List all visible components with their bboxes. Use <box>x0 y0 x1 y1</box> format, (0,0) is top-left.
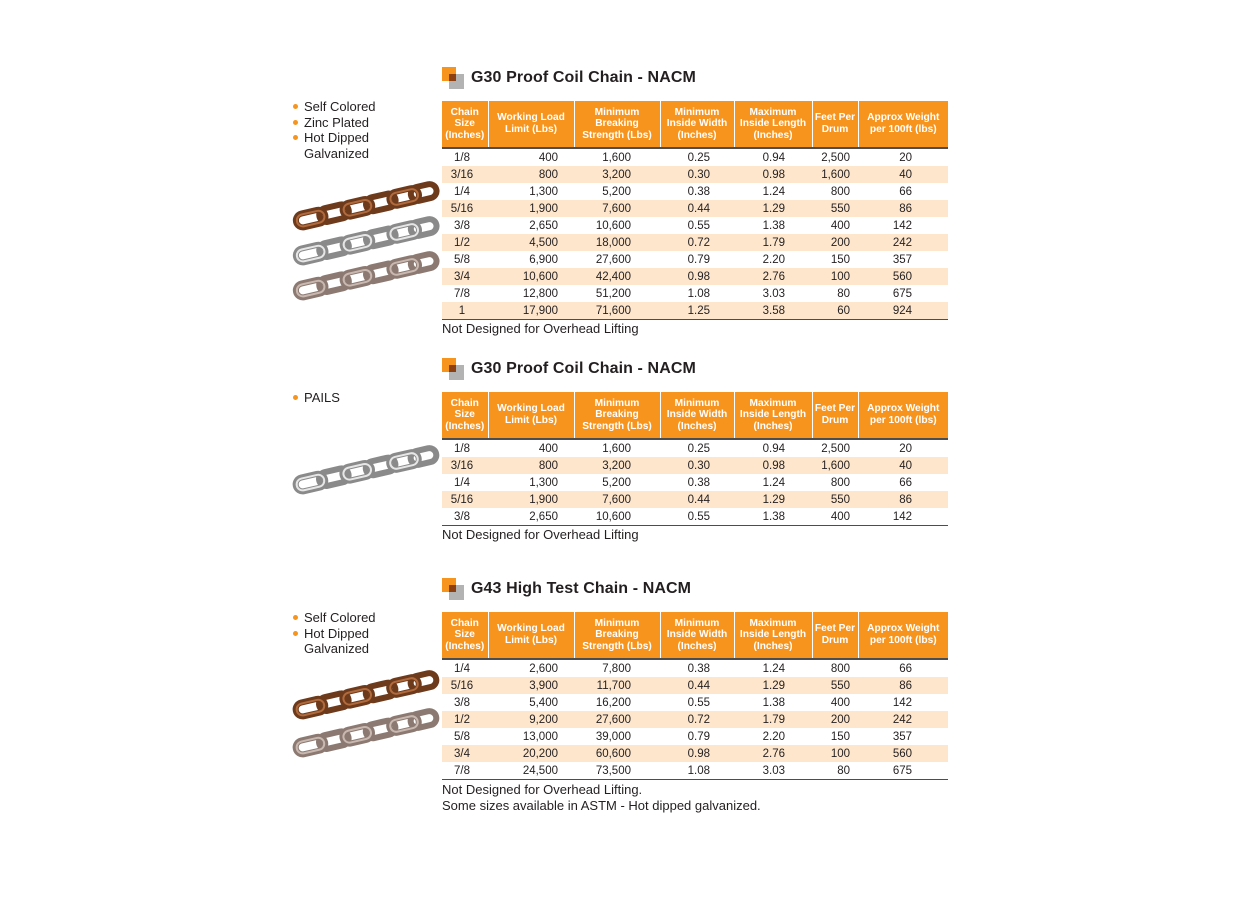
table-cell: 66 <box>899 185 912 198</box>
table-cell: 71,600 <box>574 302 660 320</box>
table-row <box>442 217 948 234</box>
table-row <box>442 659 948 677</box>
note-line: Not Designed for Overhead Lifting <box>442 321 639 336</box>
column-header: Minimum Breaking Strength (Lbs) <box>574 612 660 659</box>
column-header: Chain Size (Inches) <box>442 612 488 659</box>
table-cell: 2,500 <box>821 442 850 455</box>
table-cell: 5/8 <box>454 730 470 743</box>
table-row <box>442 728 948 745</box>
table-body <box>442 148 948 320</box>
table-cell: 5/8 <box>454 253 470 266</box>
table-cell: 1/2 <box>442 234 488 251</box>
table-cell: 17,900 <box>488 302 574 320</box>
finish-option: PAILS <box>292 390 432 406</box>
finish-option: Hot Dipped Galvanized <box>292 626 432 657</box>
table-row <box>442 762 948 780</box>
table-cell: 1.29 <box>734 491 812 508</box>
column-header: Working Load Limit (Lbs) <box>488 612 574 659</box>
column-header: Chain Size (Inches) <box>442 392 488 439</box>
table-cell: 0.38 <box>687 185 710 198</box>
table-row <box>442 491 948 508</box>
finish-options-list <box>292 99 432 161</box>
orange-squares-icon <box>442 578 464 600</box>
table-row <box>442 457 948 474</box>
table-row <box>442 745 948 762</box>
table-cell: 242 <box>858 234 948 251</box>
table-cell: 24,500 <box>488 762 574 780</box>
column-header: Chain Size (Inches) <box>442 101 488 148</box>
table-row <box>442 285 948 302</box>
table-cell: 1,600 <box>812 166 858 183</box>
table-cell: 3.03 <box>734 762 812 780</box>
table-cell: 66 <box>899 662 912 675</box>
column-header: Working Load Limit (Lbs) <box>488 392 574 439</box>
table-cell: 142 <box>892 696 912 709</box>
table-cell: 0.94 <box>762 442 785 455</box>
table-cell: 12,800 <box>522 287 558 300</box>
table-cell: 800 <box>488 457 574 474</box>
table-cell: 5,200 <box>602 185 631 198</box>
table-cell: 1.38 <box>734 508 812 526</box>
table-cell: 1.24 <box>762 476 785 489</box>
table-cell: 0.55 <box>687 219 710 232</box>
table-cell: 3/16 <box>442 166 488 183</box>
table-cell: 10,600 <box>574 508 660 526</box>
column-header: Minimum Breaking Strength (Lbs) <box>574 101 660 148</box>
column-header: Feet Per Drum <box>812 101 858 148</box>
table-cell: 5/16 <box>442 677 488 694</box>
table-cell: 400 <box>830 696 850 709</box>
table-cell: 7,600 <box>574 491 660 508</box>
table-row <box>442 251 948 268</box>
table-cell: 550 <box>812 200 858 217</box>
table-cell: 675 <box>892 287 912 300</box>
table-cell: 1/4 <box>454 476 470 489</box>
table-header-row <box>442 101 948 148</box>
table-cell: 0.72 <box>660 234 734 251</box>
table-cell: 1.08 <box>660 762 734 780</box>
table-row <box>442 234 948 251</box>
table-cell: 1.38 <box>762 696 785 709</box>
table-row <box>442 694 948 711</box>
table-cell: 7,800 <box>602 662 631 675</box>
column-header: Approx Weight per 100ft (lbs) <box>858 392 948 439</box>
table-cell: 2.76 <box>734 268 812 285</box>
table-cell: 550 <box>812 677 858 694</box>
table-row <box>442 268 948 285</box>
section-title: G30 Proof Coil Chain - NACM <box>471 360 696 377</box>
table-cell: 200 <box>812 234 858 251</box>
section-title-row <box>442 66 696 90</box>
table-cell: 400 <box>538 442 558 455</box>
table-cell: 3,200 <box>574 166 660 183</box>
bullet-icon <box>293 631 298 636</box>
column-header: Feet Per Drum <box>812 392 858 439</box>
table-cell: 3,900 <box>488 677 574 694</box>
table-cell: 800 <box>488 166 574 183</box>
table-cell: 20,200 <box>488 745 574 762</box>
table-cell: 10,600 <box>595 219 631 232</box>
table-cell: 0.44 <box>660 677 734 694</box>
table-cell: 357 <box>892 730 912 743</box>
column-header: Maximum Inside Length (Inches) <box>734 101 812 148</box>
table-cell: 16,200 <box>595 696 631 709</box>
note-line: Not Designed for Overhead Lifting <box>442 527 639 542</box>
table-cell: 560 <box>858 268 948 285</box>
table-cell: 27,600 <box>574 711 660 728</box>
table-cell: 0.44 <box>660 200 734 217</box>
table-cell: 20 <box>899 442 912 455</box>
column-header: Minimum Inside Width (Inches) <box>660 392 734 439</box>
table-cell: 51,200 <box>595 287 631 300</box>
table-row <box>442 508 948 526</box>
table-cell: 800 <box>830 662 850 675</box>
table-body <box>442 439 948 526</box>
column-header: Minimum Inside Width (Inches) <box>660 101 734 148</box>
table-cell: 0.98 <box>660 745 734 762</box>
column-header: Maximum Inside Length (Inches) <box>734 392 812 439</box>
table-cell: 86 <box>858 491 948 508</box>
table-cell: 2.76 <box>734 745 812 762</box>
table-cell: 60 <box>812 302 858 320</box>
table-cell: 11,700 <box>574 677 660 694</box>
finish-option: Self Colored <box>292 99 432 115</box>
table-cell: 400 <box>538 151 558 164</box>
table-cell: 1,900 <box>488 491 574 508</box>
table-cell: 1,600 <box>602 151 631 164</box>
table-cell: 1/2 <box>442 711 488 728</box>
orange-squares-icon <box>442 358 464 380</box>
table-cell: 1,600 <box>602 442 631 455</box>
bullet-icon <box>293 615 298 620</box>
table-row <box>442 677 948 694</box>
finish-options-list <box>292 610 432 657</box>
table-cell: 5/16 <box>442 491 488 508</box>
table-cell: 40 <box>858 457 948 474</box>
table-row <box>442 439 948 457</box>
table-cell: 357 <box>892 253 912 266</box>
bullet-icon <box>293 135 298 140</box>
table-cell: 3/8 <box>454 696 470 709</box>
table-cell: 0.98 <box>660 268 734 285</box>
table-row <box>442 200 948 217</box>
table-cell: 1/4 <box>454 662 470 675</box>
table-notes <box>442 782 761 813</box>
table-cell: 2,600 <box>529 662 558 675</box>
finish-option: Hot Dipped Galvanized <box>292 130 432 161</box>
table-cell: 142 <box>892 219 912 232</box>
table-cell: 0.25 <box>687 151 710 164</box>
table-cell: 6,900 <box>529 253 558 266</box>
table-cell: 924 <box>858 302 948 320</box>
table-cell: 0.25 <box>687 442 710 455</box>
section-title-row <box>442 577 691 601</box>
table-cell: 0.98 <box>734 457 812 474</box>
bullet-icon <box>293 120 298 125</box>
spec-table <box>442 392 948 526</box>
table-header-row <box>442 612 948 659</box>
table-cell: 0.79 <box>687 253 710 266</box>
table-cell: 1.08 <box>687 287 710 300</box>
table-cell: 2,650 <box>529 219 558 232</box>
table-cell: 3/8 <box>442 508 488 526</box>
table-cell: 3/4 <box>442 745 488 762</box>
table-cell: 0.30 <box>660 457 734 474</box>
column-header: Maximum Inside Length (Inches) <box>734 612 812 659</box>
table-notes <box>442 527 639 543</box>
table-cell: 0.98 <box>734 166 812 183</box>
table-cell: 0.72 <box>660 711 734 728</box>
spec-table <box>442 612 948 780</box>
table-cell: 2.20 <box>762 253 785 266</box>
finish-option: Self Colored <box>292 610 432 626</box>
table-body <box>442 659 948 780</box>
table-cell: 1/8 <box>454 151 470 164</box>
table-notes <box>442 321 639 337</box>
table-cell: 1.24 <box>762 662 785 675</box>
table-cell: 1.24 <box>762 185 785 198</box>
chain-links-image <box>290 665 440 765</box>
table-cell: 10,600 <box>488 268 574 285</box>
column-header: Minimum Inside Width (Inches) <box>660 612 734 659</box>
table-cell: 60,600 <box>574 745 660 762</box>
table-cell: 1 <box>442 302 488 320</box>
column-header: Approx Weight per 100ft (lbs) <box>858 612 948 659</box>
table-cell: 3/4 <box>442 268 488 285</box>
table-cell: 18,000 <box>574 234 660 251</box>
table-row <box>442 711 948 728</box>
table-cell: 5,400 <box>529 696 558 709</box>
table-row <box>442 166 948 183</box>
table-cell: 1/8 <box>454 442 470 455</box>
bullet-icon <box>293 104 298 109</box>
table-cell: 0.30 <box>660 166 734 183</box>
chain-links-image <box>290 440 440 500</box>
finish-option: Zinc Plated <box>292 115 432 131</box>
table-cell: 0.55 <box>660 508 734 526</box>
table-cell: 5/16 <box>442 200 488 217</box>
table-row <box>442 302 948 320</box>
table-row <box>442 148 948 166</box>
table-cell: 40 <box>858 166 948 183</box>
table-cell: 1.29 <box>734 677 812 694</box>
table-cell: 560 <box>858 745 948 762</box>
table-cell: 66 <box>899 476 912 489</box>
bullet-icon <box>293 395 298 400</box>
table-cell: 800 <box>830 476 850 489</box>
finish-options-list <box>292 390 432 406</box>
spec-table <box>442 101 948 320</box>
galvanized-chain-icon <box>294 710 437 756</box>
section-title: G30 Proof Coil Chain - NACM <box>471 69 696 86</box>
table-cell: 73,500 <box>574 762 660 780</box>
copper-chain-icon <box>294 672 437 718</box>
table-cell: 39,000 <box>595 730 631 743</box>
table-cell: 675 <box>858 762 948 780</box>
table-cell: 1,300 <box>529 476 558 489</box>
table-cell: 13,000 <box>522 730 558 743</box>
column-header: Working Load Limit (Lbs) <box>488 101 574 148</box>
table-cell: 1.38 <box>762 219 785 232</box>
table-cell: 0.44 <box>660 491 734 508</box>
table-cell: 2,650 <box>488 508 574 526</box>
column-header: Minimum Breaking Strength (Lbs) <box>574 392 660 439</box>
chain-links-image <box>290 172 440 302</box>
table-cell: 550 <box>812 491 858 508</box>
table-cell: 42,400 <box>574 268 660 285</box>
section-title-row <box>442 357 696 381</box>
table-cell: 3/16 <box>442 457 488 474</box>
table-cell: 4,500 <box>488 234 574 251</box>
table-cell: 5,200 <box>602 476 631 489</box>
table-cell: 3/8 <box>454 219 470 232</box>
zinc-chain-icon <box>294 447 437 493</box>
table-cell: 150 <box>830 730 850 743</box>
table-cell: 1.79 <box>734 234 812 251</box>
table-cell: 1.29 <box>734 200 812 217</box>
table-cell: 1.79 <box>734 711 812 728</box>
section-title: G43 High Test Chain - NACM <box>471 580 692 597</box>
note-line: Some sizes available in ASTM - Hot dipped galvanized. <box>442 797 761 813</box>
table-row <box>442 183 948 200</box>
table-cell: 150 <box>830 253 850 266</box>
table-cell: 3.58 <box>734 302 812 320</box>
table-cell: 1.25 <box>660 302 734 320</box>
table-cell: 27,600 <box>595 253 631 266</box>
table-cell: 80 <box>837 287 850 300</box>
table-cell: 100 <box>812 268 858 285</box>
table-cell: 20 <box>899 151 912 164</box>
table-cell: 242 <box>858 711 948 728</box>
table-row <box>442 474 948 491</box>
table-cell: 400 <box>812 508 858 526</box>
table-cell: 0.55 <box>687 696 710 709</box>
table-cell: 2.20 <box>762 730 785 743</box>
table-cell: 1/4 <box>454 185 470 198</box>
orange-squares-icon <box>442 67 464 89</box>
table-cell: 2,500 <box>821 151 850 164</box>
table-cell: 1,900 <box>488 200 574 217</box>
table-cell: 1,300 <box>529 185 558 198</box>
table-cell: 0.38 <box>687 662 710 675</box>
table-cell: 3,200 <box>574 457 660 474</box>
table-cell: 142 <box>858 508 948 526</box>
table-cell: 7/8 <box>442 762 488 780</box>
table-cell: 0.94 <box>762 151 785 164</box>
table-cell: 80 <box>812 762 858 780</box>
table-cell: 1,600 <box>812 457 858 474</box>
table-cell: 200 <box>812 711 858 728</box>
column-header: Feet Per Drum <box>812 612 858 659</box>
table-header-row <box>442 392 948 439</box>
table-cell: 9,200 <box>488 711 574 728</box>
table-cell: 3.03 <box>762 287 785 300</box>
table-cell: 86 <box>858 677 948 694</box>
note-line: Not Designed for Overhead Lifting. <box>442 782 643 797</box>
table-cell: 7/8 <box>454 287 470 300</box>
table-cell: 0.79 <box>687 730 710 743</box>
table-cell: 400 <box>830 219 850 232</box>
table-cell: 86 <box>858 200 948 217</box>
table-cell: 800 <box>830 185 850 198</box>
column-header: Approx Weight per 100ft (lbs) <box>858 101 948 148</box>
table-cell: 100 <box>812 745 858 762</box>
table-cell: 0.38 <box>687 476 710 489</box>
table-cell: 7,600 <box>574 200 660 217</box>
